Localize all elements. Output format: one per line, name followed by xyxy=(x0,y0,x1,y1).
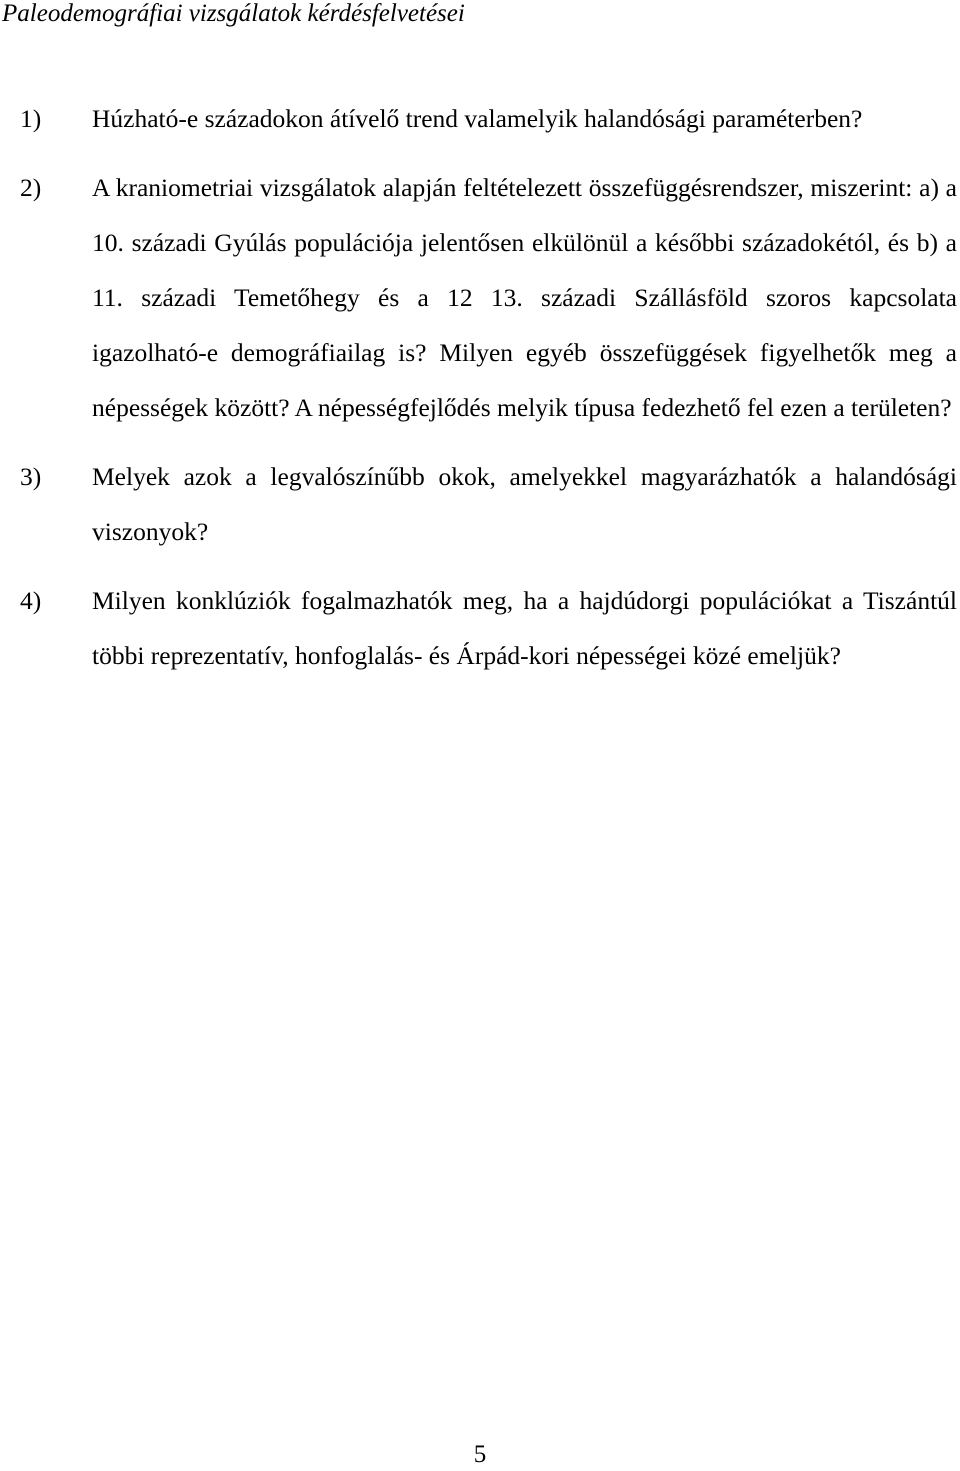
question-number: 2) xyxy=(20,173,42,202)
question-list xyxy=(0,91,960,697)
page-number: 5 xyxy=(473,1441,487,1468)
question-item xyxy=(0,449,960,559)
question-text: Milyen konklúziók fogalmazhatók meg, ha a hajdúdorgi populációkat a Tiszántúl többi reprezentatív, honfoglalás- és Árpád-kori népességei közé emeljük? xyxy=(92,586,957,670)
section-title: Paleodemográfiai vizsgálatok kérdésfelvetései xyxy=(2,0,465,27)
question-text: Melyek azok a legvalószínűbb okok, amelyekkel magyarázhatók a halandósági viszonyok? xyxy=(92,462,957,546)
question-item xyxy=(0,91,960,146)
question-number: 3) xyxy=(20,462,42,491)
question-item xyxy=(0,160,960,435)
question-number: 1) xyxy=(20,104,42,133)
question-item xyxy=(0,573,960,683)
question-text: Húzható-e századokon átívelő trend valamelyik halandósági paraméterben? xyxy=(92,104,863,133)
question-number: 4) xyxy=(20,586,42,615)
question-text: A kraniometriai vizsgálatok alapján feltételezett összefüggésrendszer, miszerint: a) a 10. századi Gyúlás populációja jelentősen elkülönül a későbbi századokétól, és b) a 11. századi Temetőhegy és a 12 13. századi Szállásföld szoros kapcsolata igazolható-e demográfiailag is? Milyen egyéb összefüggések figyelhetők meg a népességek között? A népességfejlődés melyik típusa fedezhető fel ezen a területen? xyxy=(92,173,957,422)
